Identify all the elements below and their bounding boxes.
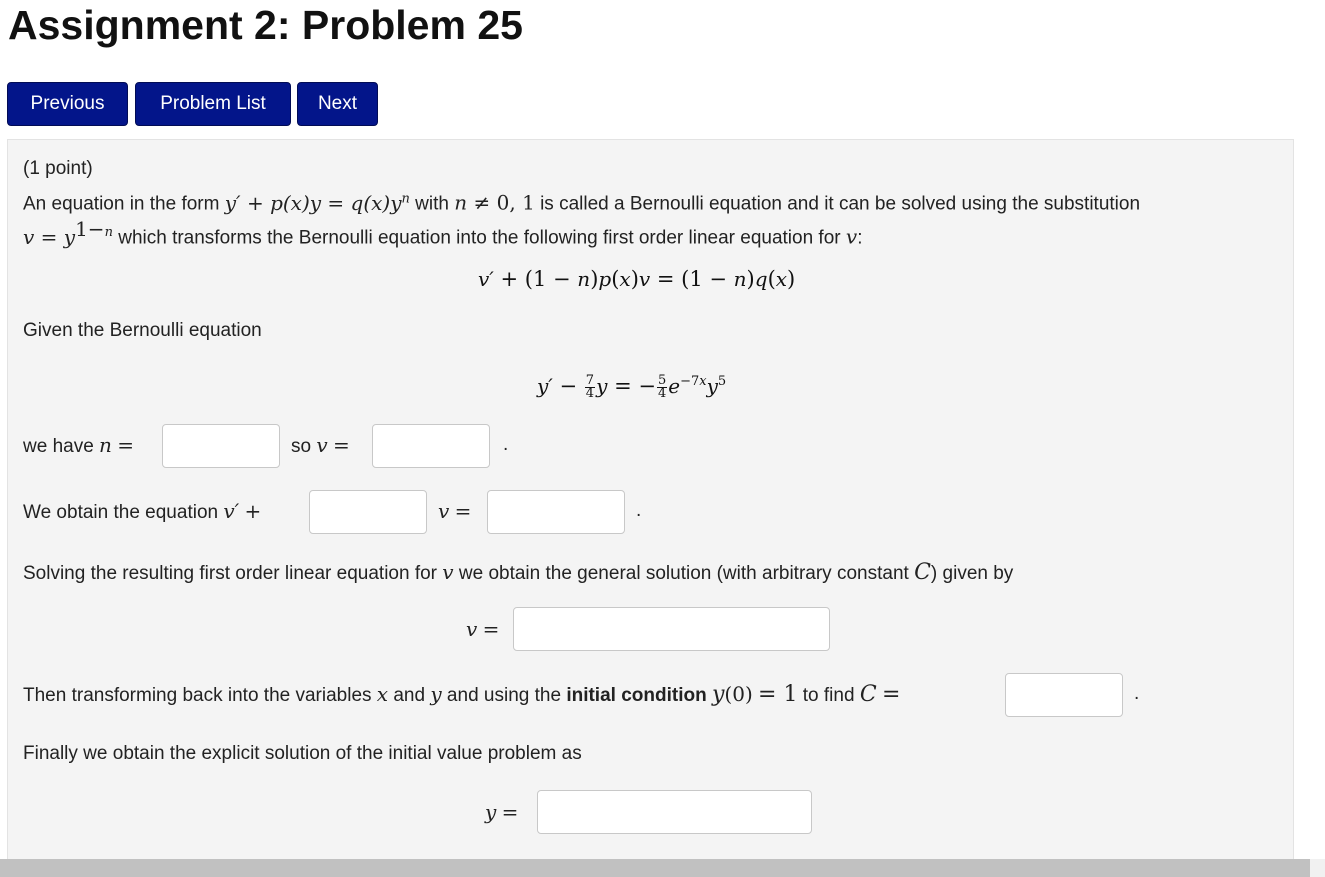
scrollbar-corner <box>1310 859 1325 877</box>
previous-button[interactable]: Previous <box>7 82 128 126</box>
coefficient-input[interactable] <box>309 490 427 534</box>
period: . <box>636 500 642 521</box>
n-condition: n ≠ 0, 1 <box>454 190 535 215</box>
rhs-input[interactable] <box>487 490 625 534</box>
v-substitution-input[interactable] <box>372 424 490 468</box>
y-explicit-label: y = <box>485 800 519 824</box>
given-label: Given the Bernoulli equation <box>23 320 262 341</box>
explicit-solution-input[interactable] <box>537 790 812 834</box>
intro-line-2: $v = y^{1-n}$ which transforms the Bernoulli equation into the following first order linear equation for v: <box>23 217 863 249</box>
points-label: (1 point) <box>23 158 93 179</box>
period: . <box>503 434 509 455</box>
we-have-label: we have n = <box>23 433 134 457</box>
finally-text: Finally we obtain the explicit solution of the initial value problem as <box>23 743 582 764</box>
obtain-label: We obtain the equation v′ + <box>23 499 262 523</box>
substitution: $v = y^{1-n}$ <box>23 217 113 249</box>
period: . <box>1134 683 1140 704</box>
bernoulli-equation-display: y′ − $\frac{7}{4}$ y = − $\frac{5}{4}$ $e^{-7x}y^5$ <box>537 373 727 401</box>
n-answer-input[interactable] <box>162 424 280 468</box>
so-label: so v = <box>291 433 350 457</box>
general-solution-input[interactable] <box>513 607 830 651</box>
c-answer-input[interactable] <box>1005 673 1123 717</box>
next-button[interactable]: Next <box>297 82 378 126</box>
v-general-label: v = <box>466 617 500 641</box>
page-title: Assignment 2: Problem 25 <box>8 2 523 48</box>
then-text: Then transforming back into the variables x and y and using the initial condition y(0) = 1 to find C = <box>23 682 901 707</box>
problem-list-button[interactable]: Problem List <box>135 82 291 126</box>
horizontal-scrollbar[interactable] <box>0 859 1310 877</box>
linear-equation-display: v′ + (1 − n)p(x)v = (1 − n)q(x) <box>478 267 796 291</box>
v-equals-label: v = <box>438 499 472 523</box>
intro-line-1: An equation in the form $y' + p(x)y = q(x)y^n$ with n ≠ 0, 1 is called a Bernoulli equation and it can be solved using the substitution <box>23 190 1141 215</box>
solving-text: Solving the resulting first order linear equation for v we obtain the general solution (with arbitrary constant C) given by <box>23 560 1014 585</box>
bernoulli-form: $y' + p(x)y = q(x)y^n$ <box>224 190 410 215</box>
